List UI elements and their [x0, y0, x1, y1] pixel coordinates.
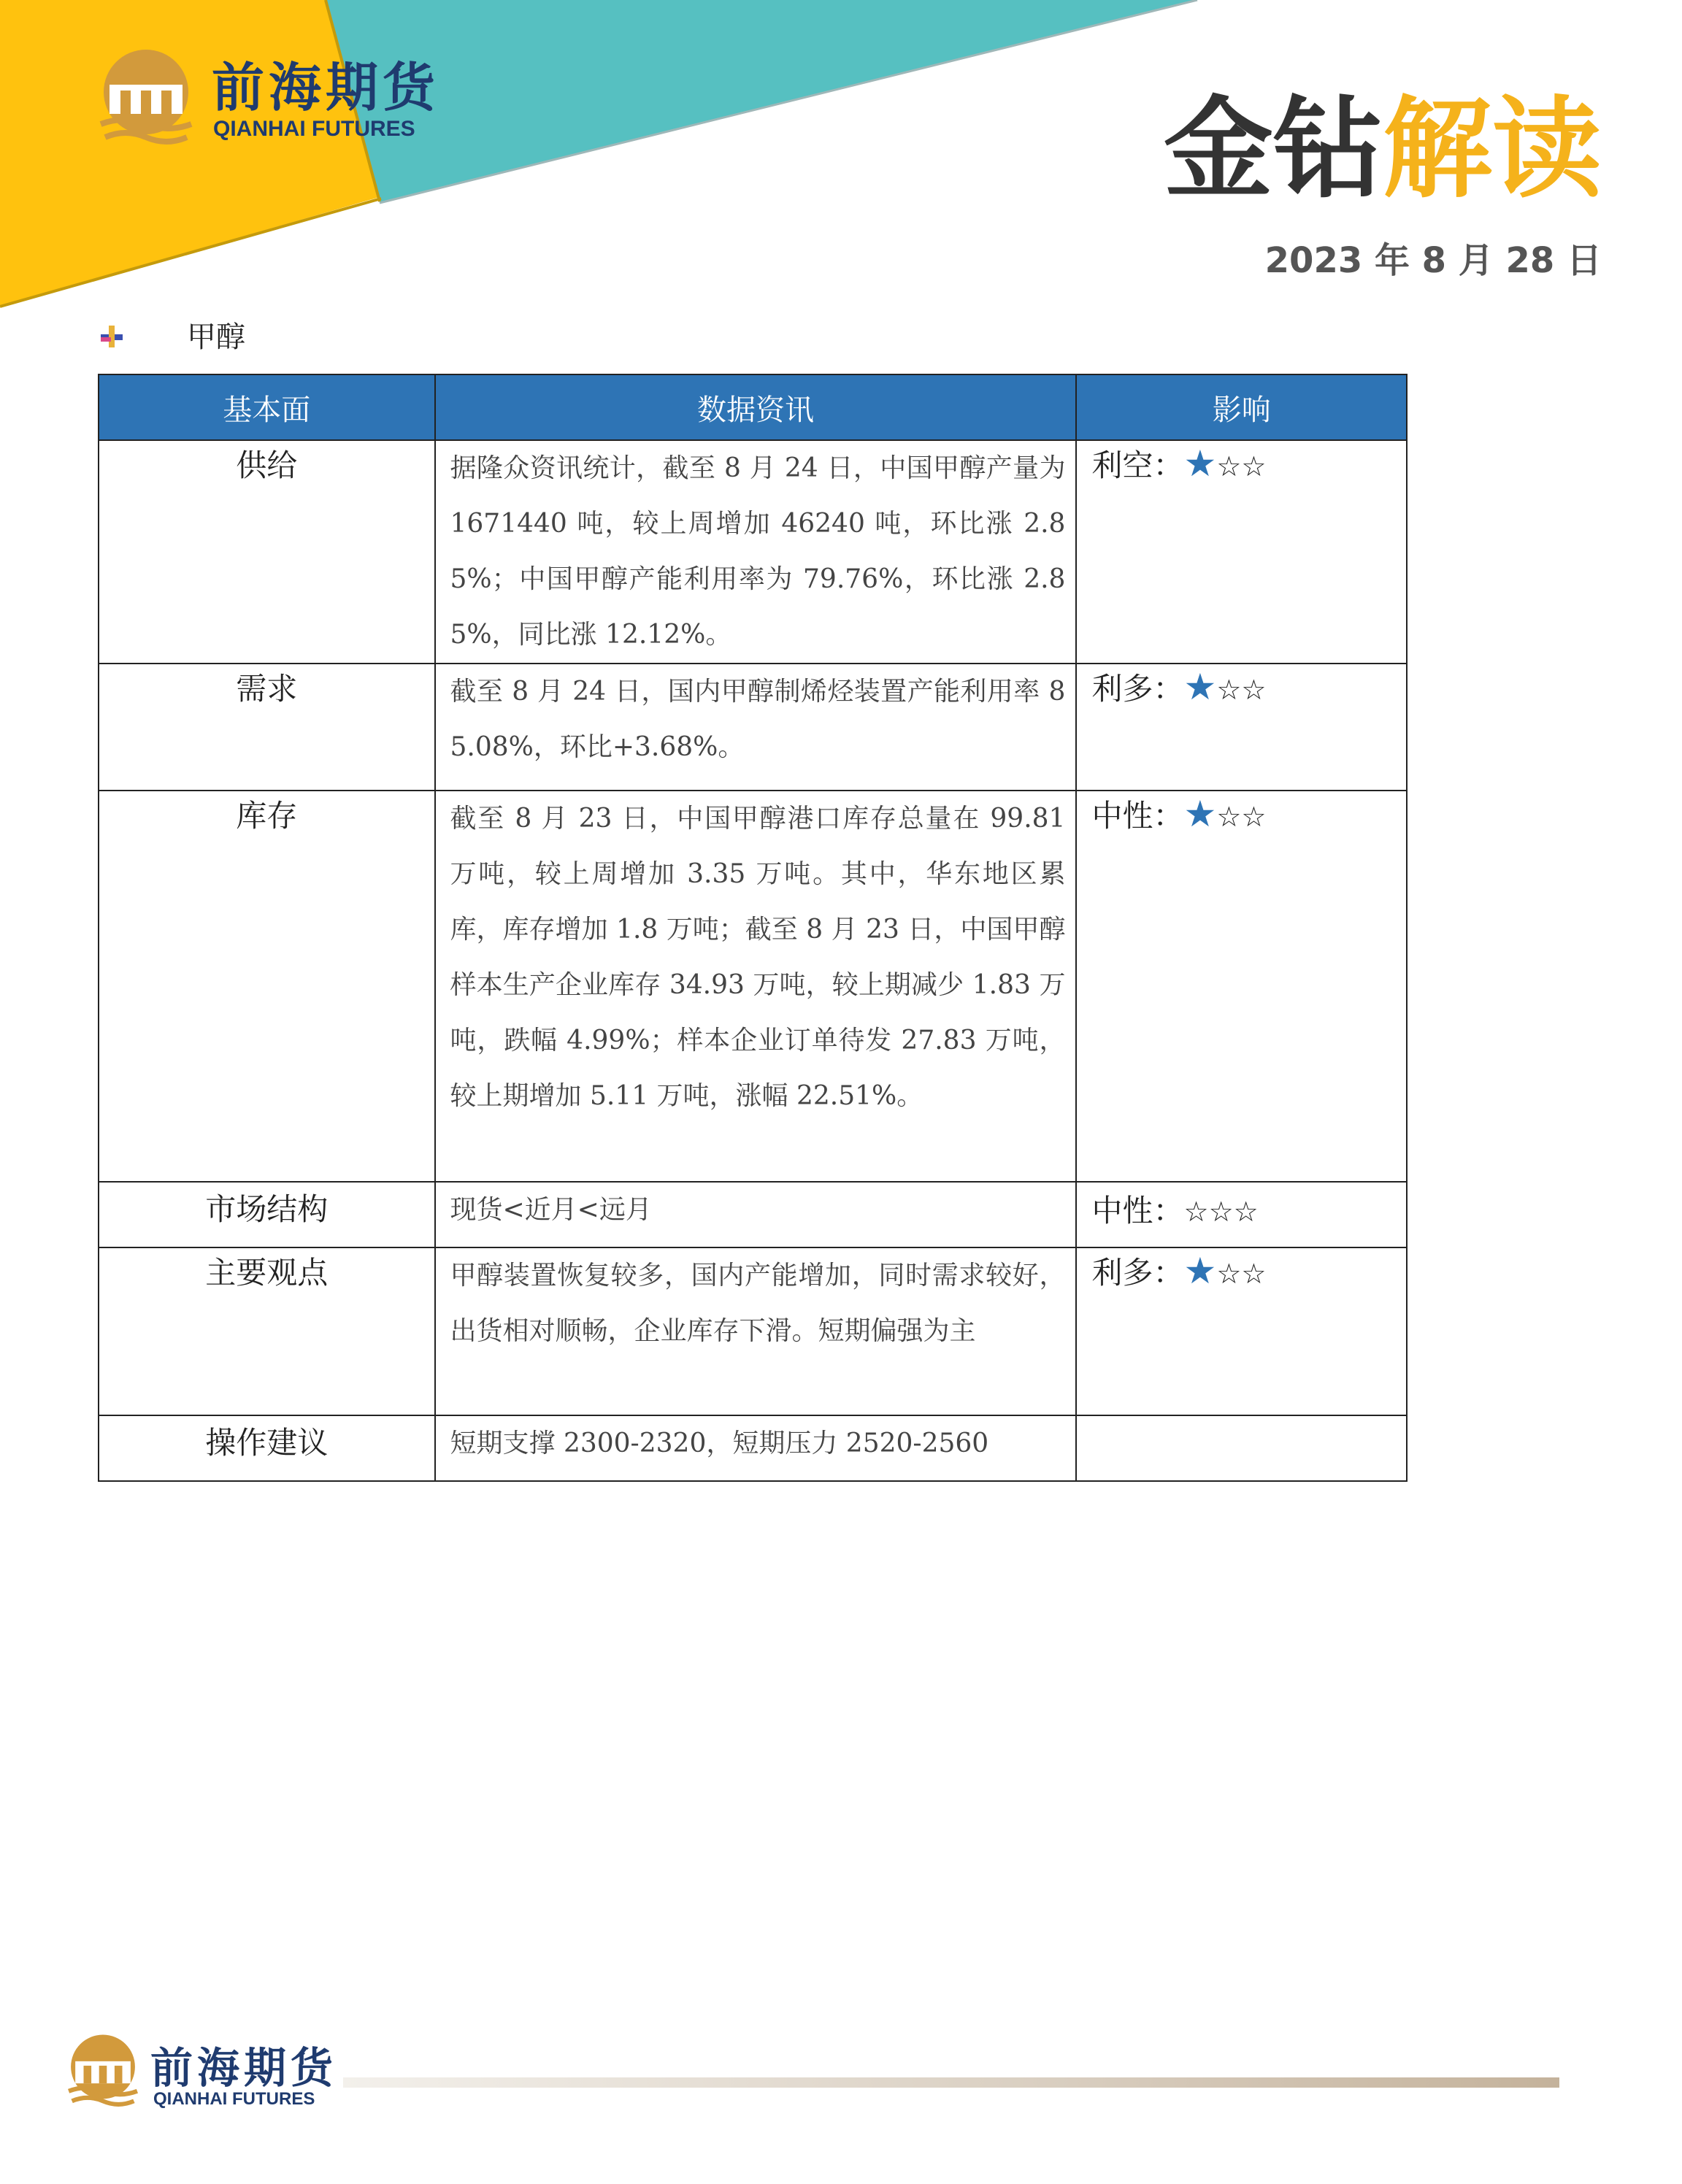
- row-data: 短期支撑 2300-2320，短期压力 2520-2560: [435, 1415, 1077, 1481]
- impact-label: 利多：: [1091, 671, 1184, 707]
- report-date: 2023 年 8 月 28 日: [1264, 240, 1602, 281]
- row-data: 据隆众资讯统计，截至 8 月 24 日，中国甲醇产量为 1671440 吨，较上周增加 46240 吨，环比涨 2.85%；中国甲醇产能利用率为 79.76%，环比涨 2.85%，同比涨 12.12%。: [435, 440, 1077, 664]
- footer-divider: [343, 2077, 1559, 2088]
- header-data: 数据资讯: [435, 374, 1077, 440]
- star-filled-icon: ★: [1183, 666, 1217, 708]
- section-label: 甲醇: [187, 320, 245, 354]
- header-impact: 影响: [1076, 374, 1407, 440]
- row-label: 市场结构: [99, 1182, 435, 1247]
- table-row: [99, 1247, 1407, 1415]
- footer-brand-name-en: QIANHAI FUTURES: [153, 2089, 315, 2109]
- star-rating: [1183, 793, 1267, 835]
- star-outline-icon: ☆: [1216, 450, 1242, 482]
- report-title: [1163, 86, 1602, 213]
- impact-label: 利空：: [1091, 447, 1184, 483]
- star-outline-icon: ☆: [1241, 674, 1267, 706]
- star-outline-icon: ☆: [1241, 1258, 1267, 1290]
- row-data: 甲醇装置恢复较多，国内产能增加，同时需求较好，出货相对顺畅，企业库存下滑。短期偏强为主: [435, 1247, 1077, 1415]
- star-outline-icon: ☆: [1216, 674, 1242, 706]
- row-impact: [1076, 1247, 1407, 1415]
- table-row: [99, 1415, 1407, 1481]
- report-title-part2: 解读: [1382, 86, 1602, 213]
- star-rating: [1183, 1250, 1267, 1292]
- row-label: 库存: [99, 791, 435, 1182]
- qianhai-logo-icon: [64, 2034, 142, 2111]
- star-outline-icon: ☆: [1241, 450, 1267, 482]
- row-impact: [1076, 1182, 1407, 1247]
- impact-label: 中性：: [1091, 1193, 1184, 1228]
- star-rating: [1183, 1193, 1258, 1228]
- star-outline-icon: ☆: [1208, 1196, 1234, 1228]
- table-header-row: [99, 374, 1407, 440]
- star-outline-icon: ☆: [1233, 1196, 1259, 1228]
- row-data: 现货<近月<远月: [435, 1182, 1077, 1247]
- row-impact: [1076, 664, 1407, 791]
- fundamentals-table: [98, 374, 1408, 1482]
- row-label: 供给: [99, 440, 435, 664]
- brand-logo: [95, 45, 467, 155]
- brand-name-cn: 前海期货: [212, 56, 440, 118]
- star-filled-icon: ★: [1183, 1250, 1217, 1292]
- row-impact: [1076, 791, 1407, 1182]
- qianhai-logo-icon: [95, 48, 197, 150]
- table-row: [99, 440, 1407, 664]
- star-filled-icon: ★: [1183, 442, 1217, 485]
- header-fundamentals: 基本面: [99, 374, 435, 440]
- star-filled-icon: ★: [1183, 793, 1217, 835]
- table-row: [99, 1182, 1407, 1247]
- star-rating: [1183, 442, 1267, 485]
- table-row: [99, 664, 1407, 791]
- report-title-part1: 金钻: [1163, 86, 1383, 213]
- table-row: [99, 791, 1407, 1182]
- section-heading: [95, 312, 245, 356]
- star-outline-icon: ☆: [1183, 1196, 1209, 1228]
- star-outline-icon: ☆: [1216, 1258, 1242, 1290]
- footer-brand-name-cn: 前海期货: [150, 2043, 338, 2093]
- footer-logo: [64, 2029, 356, 2117]
- row-impact: [1076, 440, 1407, 664]
- row-data: 截至 8 月 24 日，国内甲醇制烯烃装置产能利用率 85.08%，环比+3.68%。: [435, 664, 1077, 791]
- star-outline-icon: ☆: [1216, 801, 1242, 833]
- cross-bullet-icon: [95, 318, 127, 350]
- row-label: 主要观点: [99, 1247, 435, 1415]
- row-impact: [1076, 1415, 1407, 1481]
- brand-name-en: QIANHAI FUTURES: [213, 117, 415, 141]
- row-label: 操作建议: [99, 1415, 435, 1481]
- star-outline-icon: ☆: [1241, 801, 1267, 833]
- row-label: 需求: [99, 664, 435, 791]
- star-rating: [1183, 666, 1267, 708]
- row-data: 截至 8 月 23 日，中国甲醇港口库存总量在 99.81 万吨，较上周增加 3.35 万吨。其中，华东地区累库，库存增加 1.8 万吨；截至 8 月 23 日，中国甲醇样本生产企业库存 34.93 万吨，较上期减少 1.83 万吨，跌幅 4.99%；样本企业订单待发 27.83 万吨，较上期增加 5.11 万吨，涨幅 22.51%。: [435, 791, 1077, 1182]
- impact-label: 利多：: [1091, 1255, 1184, 1291]
- impact-label: 中性：: [1091, 798, 1184, 834]
